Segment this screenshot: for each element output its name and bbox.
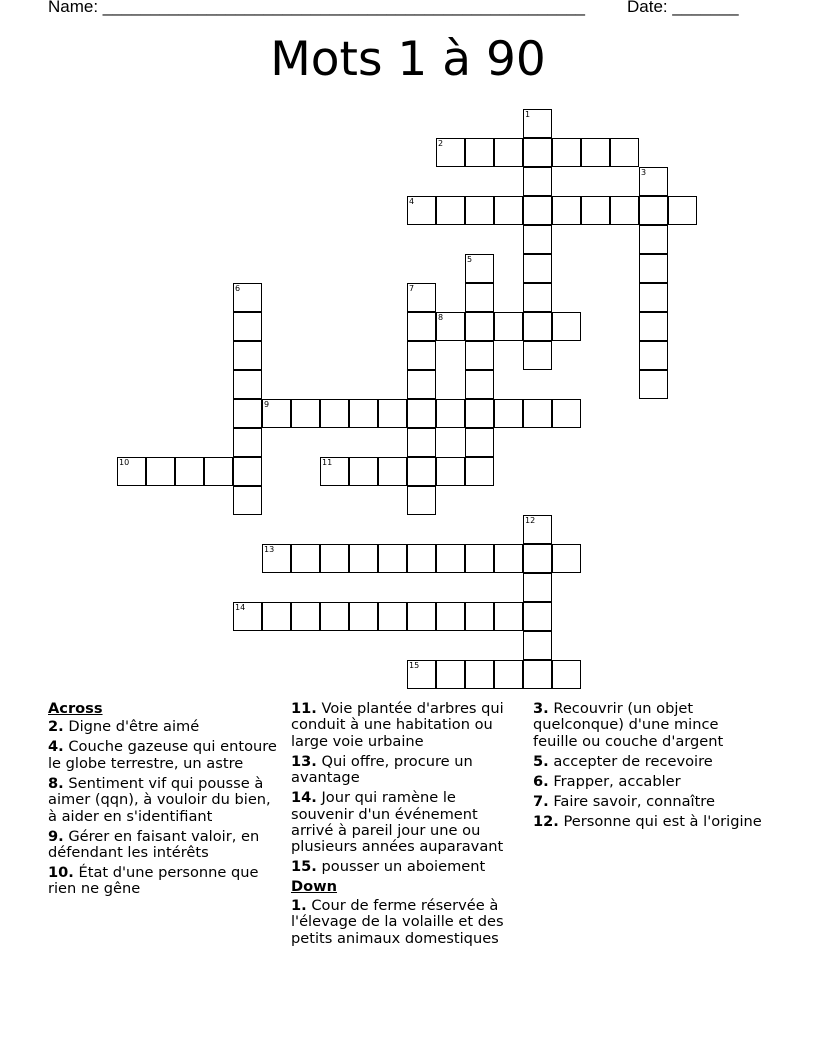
cell-number: 9 [264,400,270,409]
grid-cell[interactable] [610,138,639,167]
cell-number: 10 [119,458,130,467]
grid-cell[interactable] [523,631,552,660]
grid-cell[interactable] [465,428,494,457]
grid-cell[interactable] [291,399,320,428]
clue-across-4 [48,739,278,772]
grid-cell[interactable] [523,341,552,370]
grid-cell[interactable] [233,341,262,370]
grid-cell[interactable] [407,370,436,399]
grid-cell[interactable] [639,341,668,370]
clue-number: 8. [48,774,64,792]
grid-cell[interactable] [465,660,494,689]
clue-number: 6. [533,772,549,790]
grid-cell[interactable] [523,254,552,283]
grid-cell[interactable] [465,312,494,341]
cell-number: 7 [409,284,415,293]
clue-text: Qui offre, procure un avantage [291,752,473,787]
clue-number: 12. [533,812,559,830]
grid-cell[interactable] [494,544,523,573]
grid-cell[interactable] [523,167,552,196]
cell-number: 15 [409,661,420,670]
grid-cell[interactable] [233,312,262,341]
clue-text: Sentiment vif qui pousse à aimer (qqn), à vouloir du bien, à aider en s'identifiant [48,774,271,825]
clue-text: Gérer en faisant valoir, en défendant les intérêts [48,827,260,862]
grid-cell[interactable] [407,486,436,515]
grid-cell[interactable] [494,138,523,167]
clue-text: Personne qui est à l'origine [563,812,762,830]
clue-number: 2. [48,718,64,736]
cell-number: 3 [641,168,647,177]
grid-cell[interactable] [523,660,552,689]
name-field-label: Name: ___________________________________________________ [48,0,585,16]
grid-cell[interactable] [204,457,233,486]
grid-cell[interactable] [349,544,378,573]
cell-number: 5 [467,255,473,264]
clue-across-2 [48,719,278,735]
grid-cell[interactable] [465,341,494,370]
clue-across-15 [291,859,521,875]
clue-across-13 [291,754,521,787]
clue-text: État d'une personne que rien ne gêne [48,864,259,898]
grid-cell[interactable] [639,370,668,399]
grid-cell[interactable] [233,428,262,457]
grid-cell[interactable] [523,399,552,428]
clue-number: 14. [291,789,317,807]
grid-cell[interactable] [320,602,349,631]
clue-number: 10. [48,864,74,882]
grid-cell[interactable] [436,602,465,631]
clue-text: Voie plantée d'arbres qui conduit à une habitation ou large voie urbaine [291,700,504,750]
clue-number: 3. [533,700,549,717]
grid-cell[interactable] [291,544,320,573]
cell-number: 14 [235,603,246,612]
cell-number: 2 [438,139,444,148]
grid-cell[interactable] [378,544,407,573]
grid-cell[interactable] [552,312,581,341]
grid-cell[interactable] [407,428,436,457]
grid-cell[interactable] [552,138,581,167]
clue-number: 13. [291,752,317,770]
clue-down-3 [533,701,765,750]
clue-text: Frapper, accabler [553,772,681,790]
grid-cell[interactable] [407,399,436,428]
cell-number: 4 [409,197,415,206]
clue-text: accepter de recevoire [553,752,713,770]
grid-cell[interactable] [465,399,494,428]
grid-cell[interactable] [436,660,465,689]
clue-text: Couche gazeuse qui entoure le globe terrestre, un astre [48,738,277,772]
grid-cell[interactable] [494,602,523,631]
grid-cell[interactable] [349,399,378,428]
grid-cell[interactable] [523,138,552,167]
grid-cell[interactable] [639,254,668,283]
grid-cell[interactable] [494,660,523,689]
clue-number: 9. [48,827,64,845]
grid-cell[interactable] [581,196,610,225]
clue-down-12 [533,814,765,830]
clue-across-14 [291,790,521,856]
grid-cell[interactable] [465,602,494,631]
grid-cell[interactable] [610,196,639,225]
grid-cell[interactable] [639,283,668,312]
grid-cell[interactable] [233,457,262,486]
grid-cell[interactable] [436,196,465,225]
grid-cell[interactable] [233,399,262,428]
clue-text: Faire savoir, connaître [553,792,715,810]
grid-cell[interactable] [262,602,291,631]
grid-cell[interactable] [668,196,697,225]
cell-number: 1 [525,110,531,119]
grid-cell[interactable] [465,544,494,573]
grid-cell[interactable] [465,196,494,225]
grid-cell[interactable] [465,283,494,312]
grid-cell[interactable] [233,370,262,399]
clue-across-11 [291,701,521,750]
grid-cell[interactable] [407,341,436,370]
grid-cell[interactable] [523,196,552,225]
clue-number: 15. [291,858,317,876]
grid-cell[interactable] [552,196,581,225]
grid-cell[interactable] [146,457,175,486]
grid-cell[interactable] [407,602,436,631]
clue-down-7 [533,794,765,810]
grid-cell[interactable] [291,602,320,631]
grid-cell[interactable] [436,457,465,486]
grid-cell[interactable] [407,312,436,341]
grid-cell[interactable] [523,602,552,631]
grid-cell[interactable] [523,544,552,573]
clue-across-10 [48,865,278,898]
clue-across-9 [48,829,278,862]
cell-number: 13 [264,545,275,554]
grid-cell[interactable] [349,602,378,631]
grid-cell[interactable] [552,660,581,689]
clue-number: 7. [533,792,549,810]
clue-across-8 [48,776,278,825]
clue-down-6 [533,774,765,790]
grid-cell[interactable] [465,457,494,486]
grid-cell[interactable] [552,544,581,573]
grid-cell[interactable] [320,544,349,573]
clue-column-2 [291,701,521,951]
grid-cell[interactable] [378,457,407,486]
grid-cell[interactable] [436,544,465,573]
clue-number: 4. [48,738,64,756]
grid-cell[interactable] [494,196,523,225]
grid-cell[interactable] [494,399,523,428]
grid-cell[interactable] [436,399,465,428]
grid-cell[interactable] [320,399,349,428]
clue-number: 11. [291,700,317,717]
clue-number: 1. [291,896,307,914]
clue-number: 5. [533,752,549,770]
down-heading: Down [291,878,338,896]
page-title: Mots 1 à 90 [270,32,546,87]
grid-cell[interactable] [639,225,668,254]
clue-text: Recouvrir (un objet quelconque) d'une mince feuille ou couche d'argent [533,700,724,750]
cell-number: 8 [438,313,444,322]
clue-column-3 [533,701,765,834]
grid-cell[interactable] [349,457,378,486]
clue-down-1 [291,898,521,947]
clue-column-1 [48,701,278,901]
clue-text: Jour qui ramène le souvenir d'un événement arrivé à pareil jour une ou plusieurs années auparavant [291,789,504,856]
grid-cell[interactable] [552,399,581,428]
grid-cell[interactable] [465,370,494,399]
grid-cell[interactable] [407,457,436,486]
cell-number: 12 [525,516,536,525]
grid-cell[interactable] [465,138,494,167]
clue-down-5 [533,754,765,770]
across-heading: Across [48,700,103,717]
date-field-label: Date: _______ [627,0,739,16]
cell-number: 6 [235,284,241,293]
clue-text: Cour de ferme réservée à l'élevage de la volaille et des petits animaux domestiques [291,896,504,947]
grid-cell[interactable] [407,544,436,573]
grid-cell[interactable] [494,312,523,341]
grid-cell[interactable] [378,602,407,631]
cell-number: 11 [322,458,333,467]
grid-cell[interactable] [639,196,668,225]
grid-cell[interactable] [233,486,262,515]
grid-cell[interactable] [523,283,552,312]
clue-text: Digne d'être aimé [68,718,200,736]
grid-cell[interactable] [581,138,610,167]
grid-cell[interactable] [378,399,407,428]
grid-cell[interactable] [175,457,204,486]
grid-cell[interactable] [523,573,552,602]
grid-cell[interactable] [639,312,668,341]
clue-text: pousser un aboiement [321,858,486,876]
grid-cell[interactable] [523,312,552,341]
grid-cell[interactable] [523,225,552,254]
